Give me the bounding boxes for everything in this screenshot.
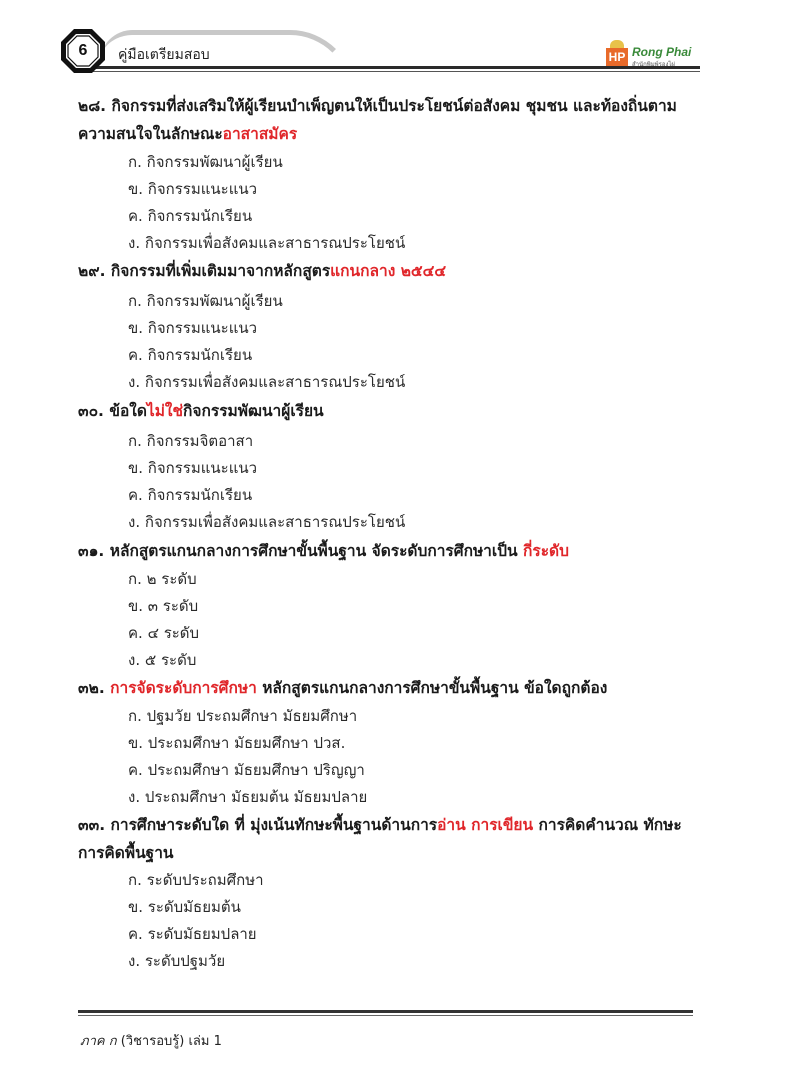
option-c: ค. กิจกรรมนักเรียน xyxy=(128,207,253,225)
option-a: ก. ๒ ระดับ xyxy=(128,570,197,588)
logo-name: Rong Phai xyxy=(632,45,692,59)
footer-rule xyxy=(78,1010,693,1013)
option-a: ก. ระดับประถมศึกษา xyxy=(128,871,264,889)
highlight-text: กี่ระดับ xyxy=(523,542,569,560)
question-28-line-2 xyxy=(78,121,297,146)
highlight-text: ไม่ใช่ xyxy=(146,402,184,420)
footer-part: ภาค ก xyxy=(80,1034,117,1049)
question-text: การคิดพื้นฐาน xyxy=(78,844,174,862)
page-footer xyxy=(80,1030,222,1051)
question-number: ๓๐. xyxy=(78,402,104,420)
footer-volume: เล่ม 1 xyxy=(188,1034,222,1049)
option-d: ง. กิจกรรมเพื่อสังคมและสาธารณประโยชน์ xyxy=(128,234,406,252)
question-33-line-2 xyxy=(78,840,174,865)
question-text: กิจกรรมพัฒนาผู้เรียน xyxy=(183,402,324,420)
option-a: ก. กิจกรรมพัฒนาผู้เรียน xyxy=(128,292,283,310)
option-c: ค. ประถมศึกษา มัธยมศึกษา ปริญญา xyxy=(128,761,365,779)
header-rule-thin xyxy=(80,71,700,72)
option-a: ก. กิจกรรมพัฒนาผู้เรียน xyxy=(128,153,283,171)
highlight-text: การจัดระดับการศึกษา xyxy=(110,679,257,697)
option-c: ค. กิจกรรมนักเรียน xyxy=(128,346,253,364)
question-text: กิจกรรมที่เพิ่มเติมมาจากหลักสูตร xyxy=(110,262,331,280)
option-d: ง. กิจกรรมเพื่อสังคมและสาธารณประโยชน์ xyxy=(128,373,406,391)
option-a: ก. ปฐมวัย ประถมศึกษา มัธยมศึกษา xyxy=(128,707,358,725)
option-c: ค. ๔ ระดับ xyxy=(128,624,200,642)
option-c: ค. กิจกรรมนักเรียน xyxy=(128,486,253,504)
option-b: ข. กิจกรรมแนะแนว xyxy=(128,459,258,477)
question-text: หลักสูตรแกนกลางการศึกษาขั้นพื้นฐาน จัดระดับการศึกษาเป็น xyxy=(109,542,524,560)
question-number: ๒๙. xyxy=(78,262,106,280)
logo-tagline: สำนักพิมพ์รองไผ่ xyxy=(632,61,675,68)
question-text: กิจกรรมที่ส่งเสริมให้ผู้เรียนบำเพ็ญตนให้เป็นประโยชน์ต่อสังคม ชุมชน และท้องถิ่นตาม xyxy=(111,97,677,115)
book-title: คู่มือเตรียมสอบ xyxy=(118,47,210,63)
option-b: ข. ระดับมัธยมต้น xyxy=(128,898,241,916)
logo-hat-icon xyxy=(610,40,624,48)
question-number: ๓๒. xyxy=(78,679,105,697)
option-c: ค. ระดับมัธยมปลาย xyxy=(128,925,257,943)
question-32-line-1 xyxy=(78,675,607,700)
question-number: ๓๓. xyxy=(78,816,106,834)
page-number: 6 xyxy=(78,42,88,59)
option-d: ง. ๕ ระดับ xyxy=(128,651,197,669)
option-b: ข. กิจกรรมแนะแนว xyxy=(128,319,258,337)
option-b: ข. ประถมศึกษา มัธยมศึกษา ปวส. xyxy=(128,734,346,752)
publisher-logo xyxy=(606,40,706,68)
option-d: ง. ระดับปฐมวัย xyxy=(128,952,226,970)
page-header xyxy=(0,0,800,80)
footer-subject: (วิชารอบรู้) xyxy=(120,1034,185,1049)
question-33-line-1 xyxy=(78,812,682,837)
question-number: ๓๑. xyxy=(78,542,105,560)
option-b: ข. กิจกรรมแนะแนว xyxy=(128,180,258,198)
question-29-line-1 xyxy=(78,258,446,283)
question-text: หลักสูตรแกนกลางการศึกษาขั้นพื้นฐาน ข้อใดถูกต้อง xyxy=(256,679,608,697)
highlight-text: อ่าน การเขียน xyxy=(437,816,534,834)
option-b: ข. ๓ ระดับ xyxy=(128,597,199,615)
question-number: ๒๘. xyxy=(78,97,107,115)
option-a: ก. กิจกรรมจิตอาสา xyxy=(128,432,254,450)
question-28-line-1 xyxy=(78,93,677,118)
page-number-badge xyxy=(60,28,106,74)
highlight-text: แกนกลาง ๒๕๔๔ xyxy=(330,262,447,280)
question-text: ความสนใจในลักษณะ xyxy=(78,125,223,143)
logo-mark: HP xyxy=(606,48,628,66)
option-d: ง. กิจกรรมเพื่อสังคมและสาธารณประโยชน์ xyxy=(128,513,406,531)
question-text: ข้อใด xyxy=(109,402,147,420)
question-31-line-1 xyxy=(78,538,569,563)
highlight-text: อาสาสมัคร xyxy=(222,125,298,143)
question-30-line-1 xyxy=(78,398,324,423)
footer-rule-thin xyxy=(78,1015,693,1016)
question-text: การศึกษาระดับใด ที่ มุ่งเน้นทักษะพื้นฐานด้านการ xyxy=(110,816,438,834)
question-text: การคิดคำนวณ ทักษะ xyxy=(533,816,682,834)
option-d: ง. ประถมศึกษา มัธยมต้น มัธยมปลาย xyxy=(128,788,368,806)
